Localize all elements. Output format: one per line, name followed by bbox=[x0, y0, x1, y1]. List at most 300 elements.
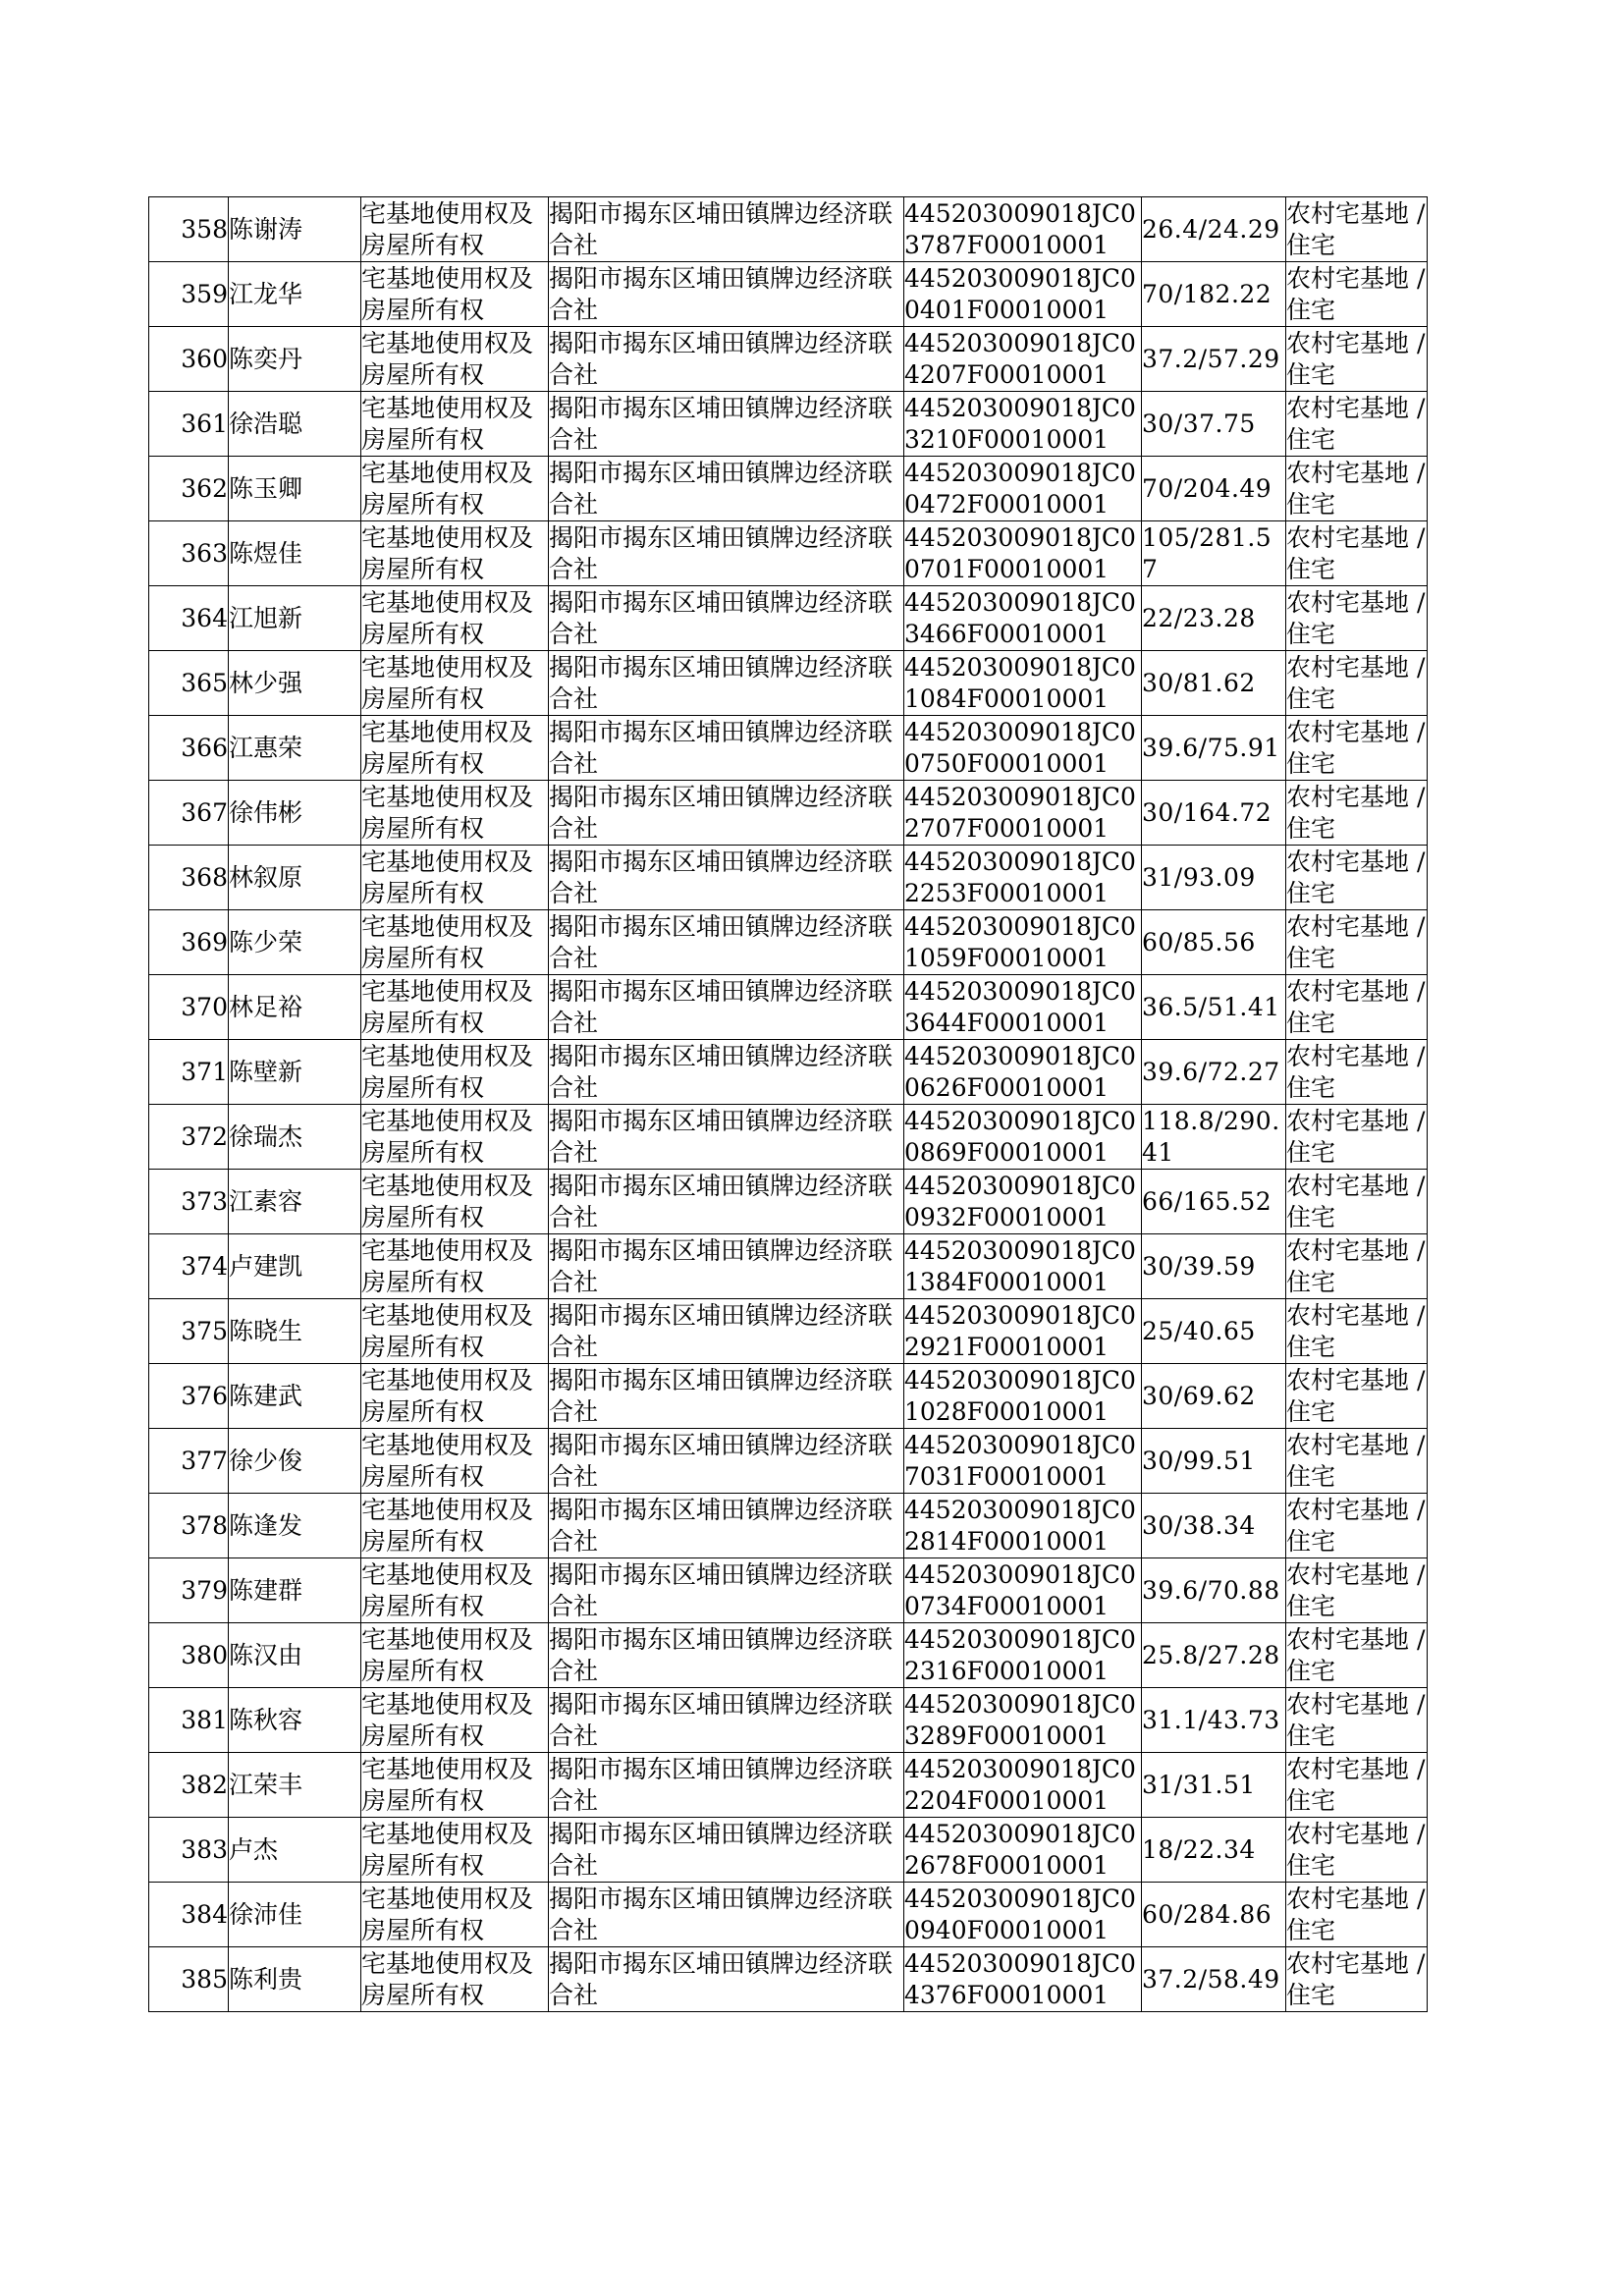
right-type: 宅基地使用权及房屋所有权 bbox=[361, 976, 534, 1037]
right-type: 宅基地使用权及房屋所有权 bbox=[361, 263, 534, 324]
right-type-cell bbox=[361, 1364, 549, 1429]
holder-name-cell bbox=[229, 1883, 361, 1947]
row-number: 376 bbox=[181, 1381, 228, 1410]
right-type-cell bbox=[361, 716, 549, 781]
collective-organization-cell bbox=[549, 1623, 904, 1688]
area-value: 66/165.52 bbox=[1142, 1186, 1272, 1216]
row-number: 377 bbox=[181, 1446, 228, 1475]
table-row bbox=[149, 975, 1428, 1040]
holder-name: 陈建群 bbox=[229, 1575, 303, 1605]
land-use-cell bbox=[1286, 1883, 1428, 1947]
holder-name: 林少强 bbox=[229, 668, 303, 697]
collective-organization-cell bbox=[549, 457, 904, 521]
land-use-cell bbox=[1286, 1170, 1428, 1234]
table-row bbox=[149, 1753, 1428, 1818]
holder-name-cell bbox=[229, 1170, 361, 1234]
right-type: 宅基地使用权及房屋所有权 bbox=[361, 1948, 534, 2009]
right-type: 宅基地使用权及房屋所有权 bbox=[361, 1300, 534, 1361]
land-use: 农村宅基地 / 住宅 bbox=[1286, 1624, 1426, 1685]
holder-name: 徐伟彬 bbox=[229, 797, 303, 827]
land-use: 农村宅基地 / 住宅 bbox=[1286, 1300, 1426, 1361]
collective-organization-cell bbox=[549, 1558, 904, 1623]
holder-name-cell bbox=[229, 327, 361, 392]
holder-name-cell bbox=[229, 1688, 361, 1753]
certificate-number: 445203009018JC03644F00010001 bbox=[904, 976, 1136, 1037]
certificate-number: 445203009018JC02707F00010001 bbox=[904, 782, 1136, 843]
table-row bbox=[149, 327, 1428, 392]
table-row bbox=[149, 1299, 1428, 1364]
land-use-cell bbox=[1286, 262, 1428, 327]
collective-organization-cell bbox=[549, 910, 904, 975]
right-type-cell bbox=[361, 846, 549, 910]
certificate-number: 445203009018JC01084F00010001 bbox=[904, 652, 1136, 713]
collective-organization-cell bbox=[549, 1105, 904, 1170]
holder-name: 陈晓生 bbox=[229, 1316, 303, 1345]
certificate-number: 445203009018JC03210F00010001 bbox=[904, 393, 1136, 454]
right-type: 宅基地使用权及房屋所有权 bbox=[361, 1884, 534, 1944]
certificate-number: 445203009018JC04376F00010001 bbox=[904, 1948, 1136, 2009]
land-use-cell bbox=[1286, 197, 1428, 262]
right-type-cell bbox=[361, 1753, 549, 1818]
area-value: 118.8/290.41 bbox=[1142, 1106, 1280, 1167]
right-type: 宅基地使用权及房屋所有权 bbox=[361, 1559, 534, 1620]
right-type-cell bbox=[361, 1883, 549, 1947]
collective-organization-cell bbox=[549, 1234, 904, 1299]
collective-organization-cell bbox=[549, 1040, 904, 1105]
row-number-cell bbox=[149, 716, 229, 781]
row-number-cell bbox=[149, 1105, 229, 1170]
table-row bbox=[149, 1947, 1428, 2012]
right-type: 宅基地使用权及房屋所有权 bbox=[361, 393, 534, 454]
collective-organization: 揭阳市揭东区埔田镇牌边经济联合社 bbox=[549, 587, 893, 648]
land-use-cell bbox=[1286, 1947, 1428, 2012]
row-number: 371 bbox=[181, 1057, 228, 1086]
land-use: 农村宅基地 / 住宅 bbox=[1286, 652, 1426, 713]
land-use: 农村宅基地 / 住宅 bbox=[1286, 1430, 1426, 1491]
collective-organization: 揭阳市揭东区埔田镇牌边经济联合社 bbox=[549, 911, 893, 972]
area-value: 30/81.62 bbox=[1142, 668, 1256, 697]
table-row bbox=[149, 1883, 1428, 1947]
area-value-cell bbox=[1142, 781, 1286, 846]
certificate-number: 445203009018JC00869F00010001 bbox=[904, 1106, 1136, 1167]
land-use: 农村宅基地 / 住宅 bbox=[1286, 198, 1426, 259]
area-value: 30/164.72 bbox=[1142, 797, 1272, 827]
area-value-cell bbox=[1142, 1364, 1286, 1429]
row-number-cell bbox=[149, 457, 229, 521]
row-number: 370 bbox=[181, 992, 228, 1021]
area-value-cell bbox=[1142, 586, 1286, 651]
collective-organization: 揭阳市揭东区埔田镇牌边经济联合社 bbox=[549, 1106, 893, 1167]
area-value-cell bbox=[1142, 197, 1286, 262]
certificate-number: 445203009018JC01059F00010001 bbox=[904, 911, 1136, 972]
land-use-cell bbox=[1286, 457, 1428, 521]
holder-name: 陈煜佳 bbox=[229, 538, 303, 568]
collective-organization: 揭阳市揭东区埔田镇牌边经济联合社 bbox=[549, 1300, 893, 1361]
area-value: 30/38.34 bbox=[1142, 1510, 1256, 1540]
right-type-cell bbox=[361, 1623, 549, 1688]
holder-name-cell bbox=[229, 1429, 361, 1494]
right-type-cell bbox=[361, 781, 549, 846]
area-value: 60/284.86 bbox=[1142, 1899, 1272, 1929]
area-value: 22/23.28 bbox=[1142, 603, 1256, 632]
land-use: 农村宅基地 / 住宅 bbox=[1286, 1559, 1426, 1620]
area-value-cell bbox=[1142, 1883, 1286, 1947]
table-row bbox=[149, 1429, 1428, 1494]
land-use-cell bbox=[1286, 1040, 1428, 1105]
holder-name: 陈玉卿 bbox=[229, 473, 303, 503]
certificate-number: 445203009018JC03787F00010001 bbox=[904, 198, 1136, 259]
registry-table-body bbox=[149, 197, 1428, 2012]
row-number-cell bbox=[149, 1947, 229, 2012]
land-use-cell bbox=[1286, 392, 1428, 457]
land-use-cell bbox=[1286, 1234, 1428, 1299]
certificate-number: 445203009018JC00750F00010001 bbox=[904, 717, 1136, 778]
collective-organization-cell bbox=[549, 716, 904, 781]
certificate-number-cell bbox=[904, 781, 1142, 846]
certificate-number: 445203009018JC00734F00010001 bbox=[904, 1559, 1136, 1620]
holder-name-cell bbox=[229, 781, 361, 846]
certificate-number-cell bbox=[904, 1558, 1142, 1623]
area-value-cell bbox=[1142, 716, 1286, 781]
row-number-cell bbox=[149, 1299, 229, 1364]
holder-name: 林足裕 bbox=[229, 992, 303, 1021]
holder-name: 陈秋容 bbox=[229, 1705, 303, 1734]
table-row bbox=[149, 1364, 1428, 1429]
row-number-cell bbox=[149, 1818, 229, 1883]
land-use: 农村宅基地 / 住宅 bbox=[1286, 587, 1426, 648]
right-type: 宅基地使用权及房屋所有权 bbox=[361, 1235, 534, 1296]
holder-name-cell bbox=[229, 262, 361, 327]
collective-organization-cell bbox=[549, 1947, 904, 2012]
holder-name-cell bbox=[229, 846, 361, 910]
collective-organization: 揭阳市揭东区埔田镇牌边经济联合社 bbox=[549, 1624, 893, 1685]
table-row bbox=[149, 1558, 1428, 1623]
certificate-number: 445203009018JC00401F00010001 bbox=[904, 263, 1136, 324]
right-type: 宅基地使用权及房屋所有权 bbox=[361, 522, 534, 583]
right-type-cell bbox=[361, 586, 549, 651]
holder-name-cell bbox=[229, 392, 361, 457]
holder-name: 徐沛佳 bbox=[229, 1899, 303, 1929]
certificate-number-cell bbox=[904, 457, 1142, 521]
land-use: 农村宅基地 / 住宅 bbox=[1286, 1495, 1426, 1556]
table-row bbox=[149, 1688, 1428, 1753]
row-number-cell bbox=[149, 846, 229, 910]
certificate-number-cell bbox=[904, 1040, 1142, 1105]
land-use-cell bbox=[1286, 781, 1428, 846]
area-value: 37.2/58.49 bbox=[1142, 1964, 1280, 1994]
area-value: 39.6/70.88 bbox=[1142, 1575, 1280, 1605]
holder-name-cell bbox=[229, 651, 361, 716]
row-number: 384 bbox=[181, 1899, 228, 1929]
collective-organization-cell bbox=[549, 975, 904, 1040]
collective-organization: 揭阳市揭东区埔田镇牌边经济联合社 bbox=[549, 1819, 893, 1880]
holder-name: 陈少荣 bbox=[229, 927, 303, 956]
certificate-number: 445203009018JC02253F00010001 bbox=[904, 847, 1136, 907]
land-use: 农村宅基地 / 住宅 bbox=[1286, 1171, 1426, 1231]
certificate-number-cell bbox=[904, 327, 1142, 392]
collective-organization-cell bbox=[549, 1170, 904, 1234]
area-value: 36.5/51.41 bbox=[1142, 992, 1280, 1021]
certificate-number-cell bbox=[904, 1105, 1142, 1170]
holder-name: 江龙华 bbox=[229, 279, 303, 308]
certificate-number-cell bbox=[904, 975, 1142, 1040]
row-number-cell bbox=[149, 1234, 229, 1299]
right-type-cell bbox=[361, 1688, 549, 1753]
certificate-number: 445203009018JC02678F00010001 bbox=[904, 1819, 1136, 1880]
table-row bbox=[149, 781, 1428, 846]
row-number: 361 bbox=[181, 409, 228, 438]
collective-organization: 揭阳市揭东区埔田镇牌边经济联合社 bbox=[549, 1235, 893, 1296]
collective-organization: 揭阳市揭东区埔田镇牌边经济联合社 bbox=[549, 1171, 893, 1231]
holder-name: 卢杰 bbox=[229, 1834, 279, 1864]
land-use: 农村宅基地 / 住宅 bbox=[1286, 1365, 1426, 1426]
land-use: 农村宅基地 / 住宅 bbox=[1286, 976, 1426, 1037]
right-type: 宅基地使用权及房屋所有权 bbox=[361, 198, 534, 259]
row-number: 375 bbox=[181, 1316, 228, 1345]
land-use-cell bbox=[1286, 1818, 1428, 1883]
certificate-number: 445203009018JC01028F00010001 bbox=[904, 1365, 1136, 1426]
land-use-cell bbox=[1286, 975, 1428, 1040]
collective-organization-cell bbox=[549, 327, 904, 392]
row-number-cell bbox=[149, 1623, 229, 1688]
holder-name: 陈汉由 bbox=[229, 1640, 303, 1669]
area-value-cell bbox=[1142, 457, 1286, 521]
certificate-number: 445203009018JC00932F00010001 bbox=[904, 1171, 1136, 1231]
land-use: 农村宅基地 / 住宅 bbox=[1286, 782, 1426, 843]
land-use: 农村宅基地 / 住宅 bbox=[1286, 522, 1426, 583]
land-use: 农村宅基地 / 住宅 bbox=[1286, 1884, 1426, 1944]
right-type-cell bbox=[361, 1947, 549, 2012]
area-value: 31.1/43.73 bbox=[1142, 1705, 1280, 1734]
area-value: 30/39.59 bbox=[1142, 1251, 1256, 1281]
row-number: 381 bbox=[181, 1705, 228, 1734]
right-type: 宅基地使用权及房屋所有权 bbox=[361, 1624, 534, 1685]
holder-name: 林叙原 bbox=[229, 862, 303, 892]
row-number-cell bbox=[149, 586, 229, 651]
right-type: 宅基地使用权及房屋所有权 bbox=[361, 1171, 534, 1231]
right-type: 宅基地使用权及房屋所有权 bbox=[361, 1754, 534, 1815]
land-use: 农村宅基地 / 住宅 bbox=[1286, 328, 1426, 389]
area-value-cell bbox=[1142, 392, 1286, 457]
collective-organization: 揭阳市揭东区埔田镇牌边经济联合社 bbox=[549, 263, 893, 324]
holder-name: 陈利贵 bbox=[229, 1964, 303, 1994]
land-use-cell bbox=[1286, 651, 1428, 716]
holder-name: 陈逢发 bbox=[229, 1510, 303, 1540]
certificate-number-cell bbox=[904, 197, 1142, 262]
table-row bbox=[149, 1234, 1428, 1299]
area-value: 31/93.09 bbox=[1142, 862, 1256, 892]
collective-organization: 揭阳市揭东区埔田镇牌边经济联合社 bbox=[549, 847, 893, 907]
row-number-cell bbox=[149, 1040, 229, 1105]
right-type-cell bbox=[361, 1170, 549, 1234]
collective-organization-cell bbox=[549, 197, 904, 262]
holder-name-cell bbox=[229, 197, 361, 262]
row-number: 374 bbox=[181, 1251, 228, 1281]
certificate-number: 445203009018JC00626F00010001 bbox=[904, 1041, 1136, 1102]
right-type-cell bbox=[361, 1040, 549, 1105]
certificate-number-cell bbox=[904, 586, 1142, 651]
row-number-cell bbox=[149, 910, 229, 975]
land-use: 农村宅基地 / 住宅 bbox=[1286, 1041, 1426, 1102]
row-number-cell bbox=[149, 262, 229, 327]
row-number: 372 bbox=[181, 1121, 228, 1151]
holder-name-cell bbox=[229, 457, 361, 521]
certificate-number-cell bbox=[904, 521, 1142, 586]
collective-organization: 揭阳市揭东区埔田镇牌边经济联合社 bbox=[549, 1948, 893, 2009]
certificate-number-cell bbox=[904, 651, 1142, 716]
row-number: 358 bbox=[181, 214, 228, 244]
collective-organization-cell bbox=[549, 1299, 904, 1364]
collective-organization-cell bbox=[549, 846, 904, 910]
registry-table bbox=[148, 196, 1428, 2012]
area-value: 70/182.22 bbox=[1142, 279, 1272, 308]
right-type-cell bbox=[361, 1818, 549, 1883]
certificate-number-cell bbox=[904, 1299, 1142, 1364]
area-value-cell bbox=[1142, 1040, 1286, 1105]
holder-name: 陈壁新 bbox=[229, 1057, 303, 1086]
right-type-cell bbox=[361, 975, 549, 1040]
holder-name-cell bbox=[229, 586, 361, 651]
right-type-cell bbox=[361, 457, 549, 521]
area-value: 30/37.75 bbox=[1142, 409, 1256, 438]
holder-name-cell bbox=[229, 1494, 361, 1558]
row-number: 366 bbox=[181, 733, 228, 762]
row-number: 364 bbox=[181, 603, 228, 632]
row-number-cell bbox=[149, 1688, 229, 1753]
land-use-cell bbox=[1286, 846, 1428, 910]
collective-organization-cell bbox=[549, 1494, 904, 1558]
land-use: 农村宅基地 / 住宅 bbox=[1286, 393, 1426, 454]
collective-organization-cell bbox=[549, 521, 904, 586]
row-number: 373 bbox=[181, 1186, 228, 1216]
holder-name: 江旭新 bbox=[229, 603, 303, 632]
land-use: 农村宅基地 / 住宅 bbox=[1286, 911, 1426, 972]
row-number-cell bbox=[149, 197, 229, 262]
collective-organization: 揭阳市揭东区埔田镇牌边经济联合社 bbox=[549, 717, 893, 778]
table-row bbox=[149, 262, 1428, 327]
certificate-number: 445203009018JC07031F00010001 bbox=[904, 1430, 1136, 1491]
certificate-number: 445203009018JC02814F00010001 bbox=[904, 1495, 1136, 1556]
right-type: 宅基地使用权及房屋所有权 bbox=[361, 328, 534, 389]
land-use-cell bbox=[1286, 1688, 1428, 1753]
certificate-number: 445203009018JC02316F00010001 bbox=[904, 1624, 1136, 1685]
right-type-cell bbox=[361, 910, 549, 975]
table-row bbox=[149, 651, 1428, 716]
row-number-cell bbox=[149, 1494, 229, 1558]
area-value-cell bbox=[1142, 846, 1286, 910]
row-number-cell bbox=[149, 1429, 229, 1494]
area-value-cell bbox=[1142, 1558, 1286, 1623]
right-type-cell bbox=[361, 1494, 549, 1558]
area-value-cell bbox=[1142, 327, 1286, 392]
collective-organization: 揭阳市揭东区埔田镇牌边经济联合社 bbox=[549, 1365, 893, 1426]
area-value-cell bbox=[1142, 1623, 1286, 1688]
table-row bbox=[149, 197, 1428, 262]
certificate-number-cell bbox=[904, 1753, 1142, 1818]
holder-name-cell bbox=[229, 1623, 361, 1688]
right-type: 宅基地使用权及房屋所有权 bbox=[361, 1689, 534, 1750]
land-use-cell bbox=[1286, 1494, 1428, 1558]
land-use: 农村宅基地 / 住宅 bbox=[1286, 1948, 1426, 2009]
row-number: 379 bbox=[181, 1575, 228, 1605]
table-row bbox=[149, 392, 1428, 457]
collective-organization-cell bbox=[549, 651, 904, 716]
collective-organization: 揭阳市揭东区埔田镇牌边经济联合社 bbox=[549, 198, 893, 259]
area-value-cell bbox=[1142, 910, 1286, 975]
right-type: 宅基地使用权及房屋所有权 bbox=[361, 652, 534, 713]
row-number: 383 bbox=[181, 1834, 228, 1864]
row-number-cell bbox=[149, 975, 229, 1040]
right-type: 宅基地使用权及房屋所有权 bbox=[361, 847, 534, 907]
area-value-cell bbox=[1142, 651, 1286, 716]
holder-name: 卢建凯 bbox=[229, 1251, 303, 1281]
row-number-cell bbox=[149, 1170, 229, 1234]
holder-name: 江荣丰 bbox=[229, 1770, 303, 1799]
right-type-cell bbox=[361, 392, 549, 457]
right-type: 宅基地使用权及房屋所有权 bbox=[361, 717, 534, 778]
land-use-cell bbox=[1286, 716, 1428, 781]
right-type-cell bbox=[361, 1234, 549, 1299]
right-type-cell bbox=[361, 1558, 549, 1623]
holder-name-cell bbox=[229, 1753, 361, 1818]
area-value: 31/31.51 bbox=[1142, 1770, 1256, 1799]
row-number: 385 bbox=[181, 1964, 228, 1994]
right-type: 宅基地使用权及房屋所有权 bbox=[361, 1365, 534, 1426]
collective-organization: 揭阳市揭东区埔田镇牌边经济联合社 bbox=[549, 1884, 893, 1944]
certificate-number-cell bbox=[904, 1429, 1142, 1494]
holder-name: 陈谢涛 bbox=[229, 214, 303, 244]
row-number: 380 bbox=[181, 1640, 228, 1669]
row-number: 382 bbox=[181, 1770, 228, 1799]
right-type-cell bbox=[361, 197, 549, 262]
row-number: 360 bbox=[181, 344, 228, 373]
row-number-cell bbox=[149, 781, 229, 846]
certificate-number-cell bbox=[904, 1818, 1142, 1883]
area-value-cell bbox=[1142, 1753, 1286, 1818]
collective-organization-cell bbox=[549, 1429, 904, 1494]
area-value: 60/85.56 bbox=[1142, 927, 1256, 956]
land-use-cell bbox=[1286, 1558, 1428, 1623]
collective-organization-cell bbox=[549, 262, 904, 327]
collective-organization-cell bbox=[549, 1364, 904, 1429]
land-use: 农村宅基地 / 住宅 bbox=[1286, 1235, 1426, 1296]
collective-organization-cell bbox=[549, 1883, 904, 1947]
land-use-cell bbox=[1286, 1299, 1428, 1364]
row-number-cell bbox=[149, 1883, 229, 1947]
collective-organization-cell bbox=[549, 392, 904, 457]
area-value-cell bbox=[1142, 521, 1286, 586]
certificate-number-cell bbox=[904, 392, 1142, 457]
right-type-cell bbox=[361, 521, 549, 586]
row-number-cell bbox=[149, 327, 229, 392]
right-type: 宅基地使用权及房屋所有权 bbox=[361, 782, 534, 843]
area-value: 39.6/72.27 bbox=[1142, 1057, 1280, 1086]
certificate-number: 445203009018JC00701F00010001 bbox=[904, 522, 1136, 583]
table-row bbox=[149, 1040, 1428, 1105]
land-use-cell bbox=[1286, 1623, 1428, 1688]
table-row bbox=[149, 846, 1428, 910]
right-type: 宅基地使用权及房屋所有权 bbox=[361, 458, 534, 519]
land-use-cell bbox=[1286, 586, 1428, 651]
table-row bbox=[149, 1105, 1428, 1170]
land-use-cell bbox=[1286, 521, 1428, 586]
area-value: 39.6/75.91 bbox=[1142, 733, 1280, 762]
collective-organization: 揭阳市揭东区埔田镇牌边经济联合社 bbox=[549, 1495, 893, 1556]
area-value-cell bbox=[1142, 975, 1286, 1040]
area-value-cell bbox=[1142, 262, 1286, 327]
right-type: 宅基地使用权及房屋所有权 bbox=[361, 1495, 534, 1556]
holder-name: 陈奕丹 bbox=[229, 344, 303, 373]
